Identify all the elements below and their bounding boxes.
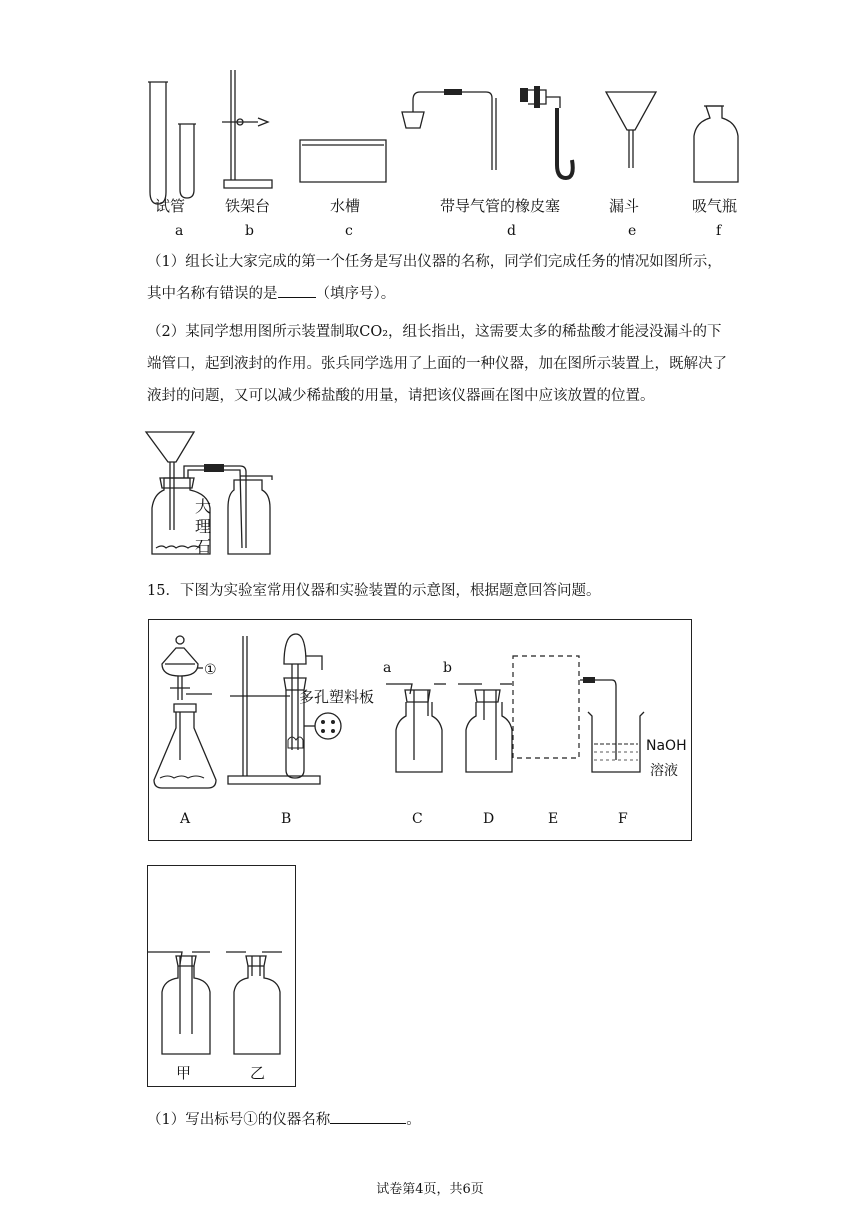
- apparatus-letter-A: A: [180, 811, 191, 827]
- marble-label: 大理石: [195, 497, 212, 556]
- solution-label: 溶液: [650, 763, 678, 779]
- instrument-letter-d: d: [507, 223, 516, 239]
- instrument-letter-a: a: [175, 223, 184, 239]
- instrument-letter-b: b: [245, 223, 254, 239]
- bottle-frame: [147, 865, 296, 1087]
- instrument-name-e: 漏斗: [609, 197, 640, 215]
- instrument-letter-c: c: [345, 223, 353, 239]
- instrument-name-a: 试管: [155, 197, 186, 215]
- q14-part1-tail: （填序号）。: [315, 286, 396, 302]
- instrument-letter-e: e: [628, 223, 637, 239]
- page-footer: 试卷第4页，共6页: [376, 1182, 484, 1197]
- q14-part2: （2）某同学想用图所示装置制取CO₂，组长指出，这需要太多的稀盐酸才能浸没漏斗的下端管口，起到液封的作用。张兵同学选用了上面的一种仪器，加在图所示装置上，既解决了液封的问题，又可以减少稀盐酸的用量，请把该仪器画在图中应该放置的位置。: [147, 324, 727, 404]
- instrument-name-b: 铁架台: [225, 197, 271, 215]
- plate-label: 多孔塑料板: [299, 688, 375, 706]
- bottle-label-jia: 甲: [176, 1064, 192, 1082]
- instrument-name-f: 吸气瓶: [692, 197, 738, 215]
- instrument-name-c: 水槽: [330, 197, 361, 215]
- port-a-label: a: [383, 660, 392, 676]
- instrument-name-d: 带导气管的橡皮塞: [440, 197, 561, 215]
- q15-stem: 15．下图为实验室常用仪器和实验装置的示意图，根据题意回答问题。: [147, 583, 601, 599]
- naoh-label: NaOH: [646, 738, 687, 754]
- port-b-label: b: [443, 660, 452, 676]
- bottle-label-yi: 乙: [250, 1064, 266, 1082]
- marker-1: ①: [204, 662, 217, 678]
- apparatus-letter-D: D: [483, 811, 495, 827]
- instrument-letter-f: f: [716, 223, 722, 239]
- q15-sub1-tail: 。: [406, 1112, 421, 1128]
- q14-part1-text: （1）组长让大家完成的第一个任务是写出仪器的名称，同学们完成任务的情况如图所示，其中名称有错误的是: [147, 254, 722, 302]
- apparatus-letter-C: C: [412, 811, 423, 827]
- q15-sub1-text: （1）写出标号①的仪器名称: [147, 1112, 331, 1128]
- apparatus-letter-B: B: [281, 811, 292, 827]
- q15-sub1: [147, 1104, 732, 1136]
- answer-blank-2[interactable]: [330, 1109, 406, 1124]
- apparatus-letter-F: F: [618, 811, 628, 827]
- apparatus-letter-E: E: [548, 811, 559, 827]
